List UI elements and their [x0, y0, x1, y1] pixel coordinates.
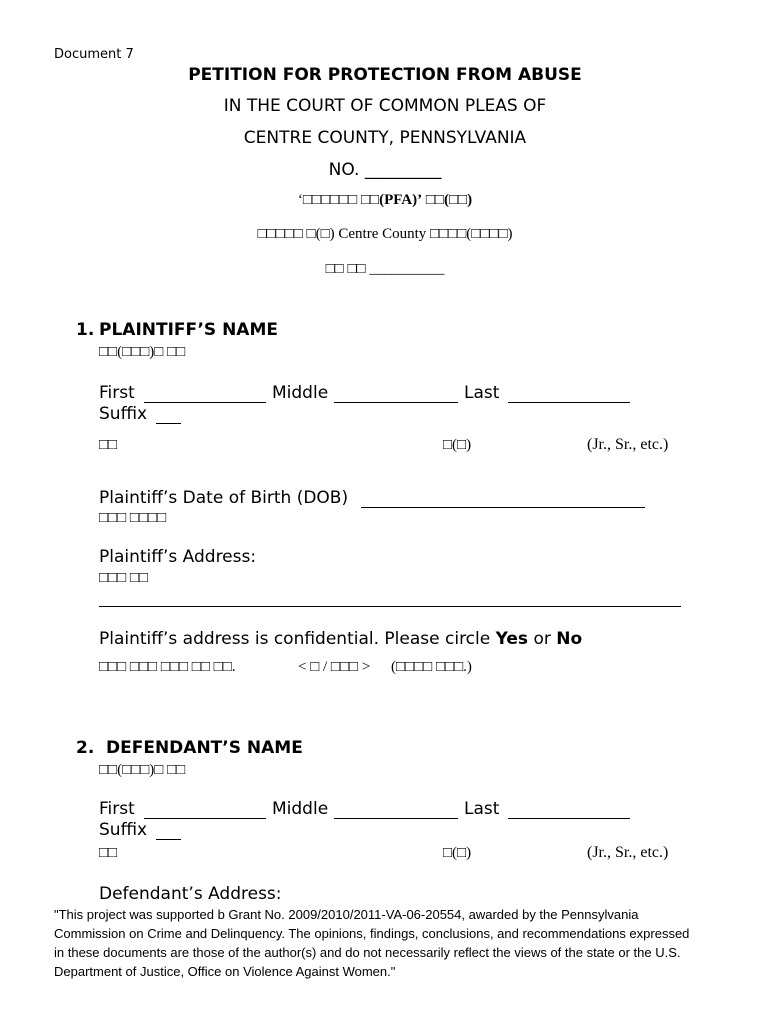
defendant-korean-last: □(□)	[443, 845, 472, 861]
defendant-last-label: Last	[464, 799, 500, 819]
plaintiff-korean-choice-note: (□□□□ □□□.)	[391, 659, 472, 675]
plaintiff-korean-address: □□□ □□	[99, 570, 149, 586]
confidential-no-option[interactable]: No	[556, 629, 583, 649]
section-2-number: 2.	[76, 738, 95, 758]
plaintiff-korean-confidential: □□□ □□□ □□□ □□ □□.	[99, 659, 236, 675]
korean-title	[0, 192, 770, 209]
plaintiff-korean-dob: □□□ □□□□	[99, 510, 167, 526]
defendant-suffix-label: Suffix	[99, 820, 148, 840]
korean-title-pfa: (PFA)’	[379, 192, 423, 208]
plaintiff-first-label: First	[99, 383, 135, 403]
plaintiff-suffix-label: Suffix	[99, 404, 148, 424]
defendant-middle-field[interactable]	[334, 818, 458, 819]
defendant-suffix-hint: (Jr., Sr., etc.)	[587, 844, 669, 861]
korean-case-number-label: □□ □□	[325, 261, 366, 277]
confidential-or: or	[533, 629, 551, 649]
defendant-middle-label: Middle	[272, 799, 329, 819]
case-number: NO. _________	[328, 160, 442, 180]
confidential-yes-option[interactable]: Yes	[495, 629, 529, 649]
court-name: IN THE COURT OF COMMON PLEAS OF	[223, 96, 547, 116]
plaintiff-dob-label: Plaintiff’s Date of Birth (DOB)	[99, 488, 349, 508]
korean-title-part: □□	[425, 192, 444, 208]
plaintiff-confidential-line	[99, 629, 582, 649]
korean-court: □□□□□ □(□) Centre County □□□□(□□□□)	[257, 226, 513, 242]
section-1-korean-heading: □□(□□□)□ □□	[99, 344, 186, 360]
defendant-last-field[interactable]	[508, 818, 630, 819]
plaintiff-korean-first: □□	[99, 437, 118, 453]
defendant-suffix-field[interactable]	[156, 839, 181, 840]
confidential-question: Plaintiff’s address is confidential. Please circle	[99, 629, 491, 649]
plaintiff-middle-label: Middle	[272, 383, 329, 403]
plaintiff-last-field[interactable]	[508, 402, 630, 403]
plaintiff-dob-field[interactable]	[361, 507, 645, 508]
funding-disclaimer: "This project was supported b Grant No. 2009/2010/2011-VA-06-20554, awarded by the Pennsylvania Commission on Crime and Delinquency. The opinions, findings, conclusions, and recommendations expressed in these documents are those of the author(s) and do not necessarily reflect the views of the state or the U.S. Department of Justice, Office on Violence Against Women."	[54, 907, 690, 979]
plaintiff-first-field[interactable]	[144, 402, 266, 403]
plaintiff-address-label: Plaintiff’s Address:	[99, 547, 257, 567]
plaintiff-last-label: Last	[464, 383, 500, 403]
korean-case-number	[0, 261, 770, 278]
defendant-address-label: Defendant’s Address:	[99, 884, 282, 904]
defendant-first-label: First	[99, 799, 135, 819]
plaintiff-middle-field[interactable]	[334, 402, 458, 403]
plaintiff-address-field[interactable]	[99, 606, 681, 607]
korean-title-part: (□□)	[444, 192, 473, 208]
section-2-heading: DEFENDANT’S NAME	[106, 738, 303, 758]
plaintiff-suffix-field[interactable]	[156, 423, 181, 424]
defendant-korean-first: □□	[99, 845, 118, 861]
korean-title-part: ‘□□□□□□ □□	[297, 192, 380, 208]
plaintiff-korean-choice: < □ / □□□ >	[298, 659, 371, 675]
plaintiff-korean-last: □(□)	[443, 437, 472, 453]
section-2-korean-heading: □□(□□□)□ □□	[99, 762, 186, 778]
document-label: Document 7	[54, 47, 134, 62]
document-title: PETITION FOR PROTECTION FROM ABUSE	[188, 65, 582, 85]
county-name: CENTRE COUNTY, PENNSYLVANIA	[243, 128, 527, 148]
defendant-first-field[interactable]	[144, 818, 266, 819]
plaintiff-suffix-hint: (Jr., Sr., etc.)	[587, 436, 669, 453]
korean-case-number-blank: __________	[369, 261, 445, 277]
section-1-heading: PLAINTIFF’S NAME	[99, 320, 278, 340]
section-1-number: 1.	[76, 320, 95, 340]
